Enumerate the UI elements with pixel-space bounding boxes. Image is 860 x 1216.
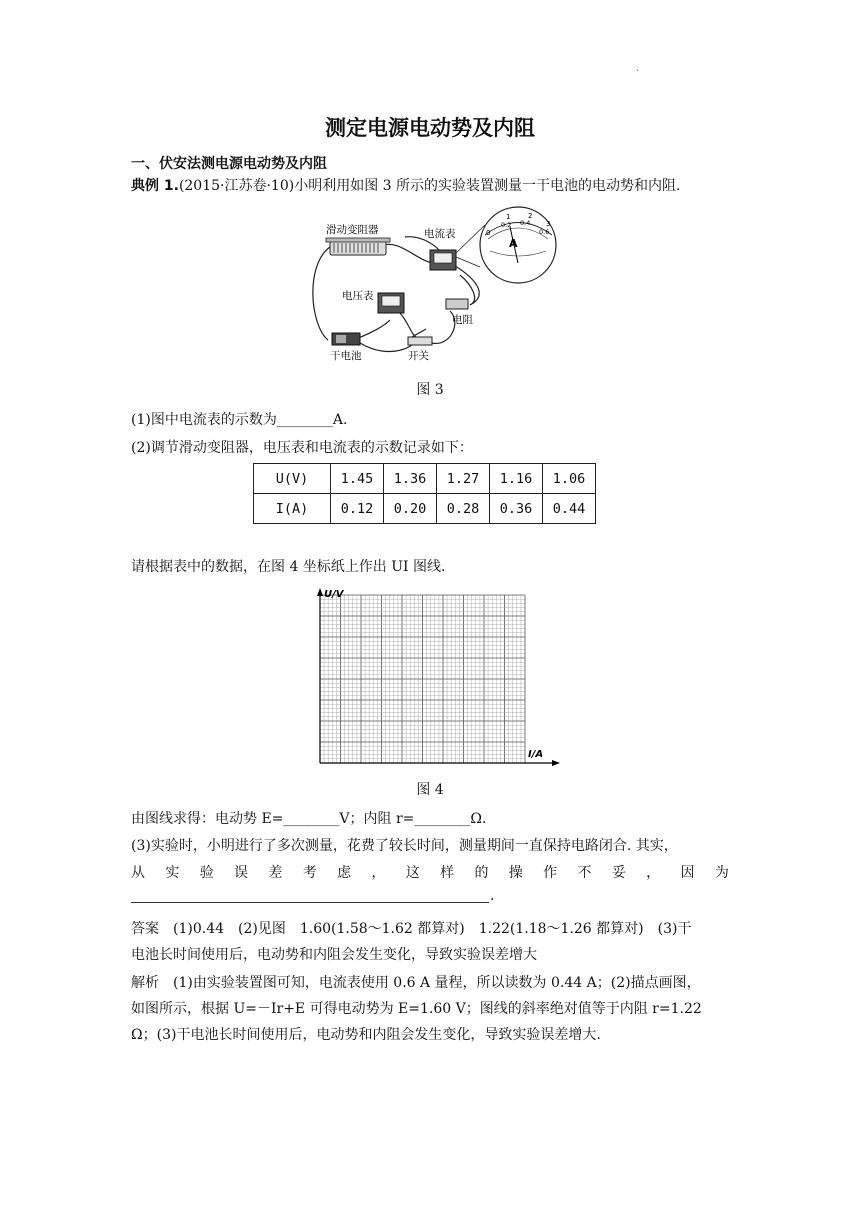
example-text: (2015·江苏卷·10)小明利用如图 3 所示的实验装置测量一干电池的电动势和内阻.: [178, 178, 681, 194]
x-axis-label: I/A: [528, 749, 544, 760]
table-cell: 0.20: [384, 494, 437, 524]
figure-4-caption: 图 4: [416, 782, 444, 798]
spread-char: 为: [714, 865, 729, 881]
rheostat-label: 滑动变阻器: [326, 224, 379, 236]
spread-char: 作: [543, 865, 558, 881]
dial-tick-1: 1: [506, 213, 511, 221]
spread-char: 虑: [337, 865, 352, 881]
question-2-result: 由图线求得：电动势 E=________V；内阻 r=________Ω.: [131, 811, 487, 827]
question-1: (1)图中电流表的示数为________A.: [131, 412, 348, 428]
row-header-i: I(A): [254, 494, 331, 524]
figure-4-graph-paper: [310, 585, 560, 770]
table-cell: 1.06: [543, 464, 596, 494]
table-cell: 0.28: [437, 494, 490, 524]
row-header-u: U(V): [254, 464, 331, 494]
spread-char: 误: [234, 865, 249, 881]
analysis-label: 解析: [131, 975, 159, 991]
question-3-line: (3)实验时，小明进行了多次测量，花费了较长时间，测量期间一直保持电路闭合. 其实，: [131, 838, 678, 854]
answer-blank: [131, 902, 489, 903]
resistor-label: 电阻: [452, 314, 473, 326]
switch-label: 开关: [408, 350, 429, 362]
table-row: [254, 464, 596, 494]
answer-block: [131, 916, 731, 968]
dial-tick-06: 0.6: [539, 228, 550, 236]
spread-char: 差: [268, 865, 283, 881]
x-axis-arrow-icon: [552, 760, 560, 766]
spread-char: 样: [440, 865, 455, 881]
spread-char: 这: [405, 865, 420, 881]
figure-3-caption: 图 3: [416, 382, 444, 398]
page-title: 测定电源电动势及内阻: [325, 116, 535, 140]
dial-tick-04: 0.4: [520, 219, 531, 227]
spread-char: 操: [508, 865, 523, 881]
table-cell: 1.27: [437, 464, 490, 494]
answer-line-1: 答案 (1)0.44 (2)见图 1.60(1.58～1.62 都算对) 1.22(1.18～1.26 都算对) (3)干: [131, 921, 692, 937]
spread-char: 考: [302, 865, 317, 881]
table-cell: 0.12: [331, 494, 384, 524]
battery-icon: [332, 333, 360, 345]
dial-tick-3: 3: [546, 220, 551, 228]
voltmeter-icon: [378, 293, 404, 313]
figure-3-apparatus: [300, 205, 570, 365]
table-cell: 1.45: [331, 464, 384, 494]
example-label: 典例 1.: [131, 178, 179, 194]
dial-tick-0: 0: [486, 229, 491, 237]
voltmeter-label: 电压表: [342, 290, 374, 302]
analysis-line-2: 如图所示，根据 U=－Ir+E 可得电动势为 E=1.60 V；图线的斜率绝对值等于内阻 r=1.22: [131, 1001, 702, 1017]
resistor-icon: [446, 299, 468, 309]
y-axis-label: U/V: [324, 589, 344, 600]
data-table: [253, 463, 596, 524]
answer-line-2: 电池长时间使用后，电动势和内阻会发生变化，导致实验误差增大: [131, 947, 537, 963]
table-cell: 1.16: [490, 464, 543, 494]
table-cell: 0.44: [543, 494, 596, 524]
question-3-end: .: [490, 888, 495, 904]
dial-tick-2: 2: [528, 212, 533, 220]
ammeter-icon: [430, 250, 456, 270]
y-axis-arrow-icon: [317, 588, 323, 596]
spread-char: ，: [371, 865, 386, 881]
instruction-line: 请根据表中的数据，在图 4 坐标纸上作出 UI 图线.: [131, 559, 446, 575]
spread-char: 不: [577, 865, 592, 881]
rheostat-icon: [326, 238, 390, 255]
answer-label: 答案: [131, 921, 159, 937]
dial-unit: A: [509, 237, 518, 250]
ammeter-label: 电流表: [424, 228, 456, 240]
table-cell: 1.36: [384, 464, 437, 494]
spread-char: ，: [646, 865, 661, 881]
spread-char: 实: [165, 865, 180, 881]
spread-char: 从: [131, 865, 145, 881]
question-3-spread: [131, 862, 729, 882]
analysis-line-3: Ω；(3)干电池长时间使用后，电动势和内阻会发生变化，导致实验误差增大.: [131, 1027, 601, 1043]
section-heading: 一、伏安法测电源电动势及内阻: [131, 156, 327, 172]
dial-tick-02: 0.2: [501, 221, 512, 229]
spread-char: 的: [474, 865, 489, 881]
header-mark: ·: [636, 66, 640, 77]
table-row: [254, 494, 596, 524]
table-cell: 0.36: [490, 494, 543, 524]
spread-char: 验: [199, 865, 214, 881]
analysis-line-1: 解析 (1)由实验装置图可知，电流表使用 0.6 A 量程，所以读数为 0.44 A；(2)描点画图，: [131, 975, 701, 991]
spread-char: 因: [680, 865, 695, 881]
spread-char: 妥: [611, 865, 626, 881]
example-line: [131, 175, 680, 195]
battery-label: 干电池: [330, 350, 362, 362]
analysis-block: [131, 970, 731, 1048]
question-2: (2)调节滑动变阻器，电压表和电流表的示数记录如下：: [131, 440, 473, 456]
